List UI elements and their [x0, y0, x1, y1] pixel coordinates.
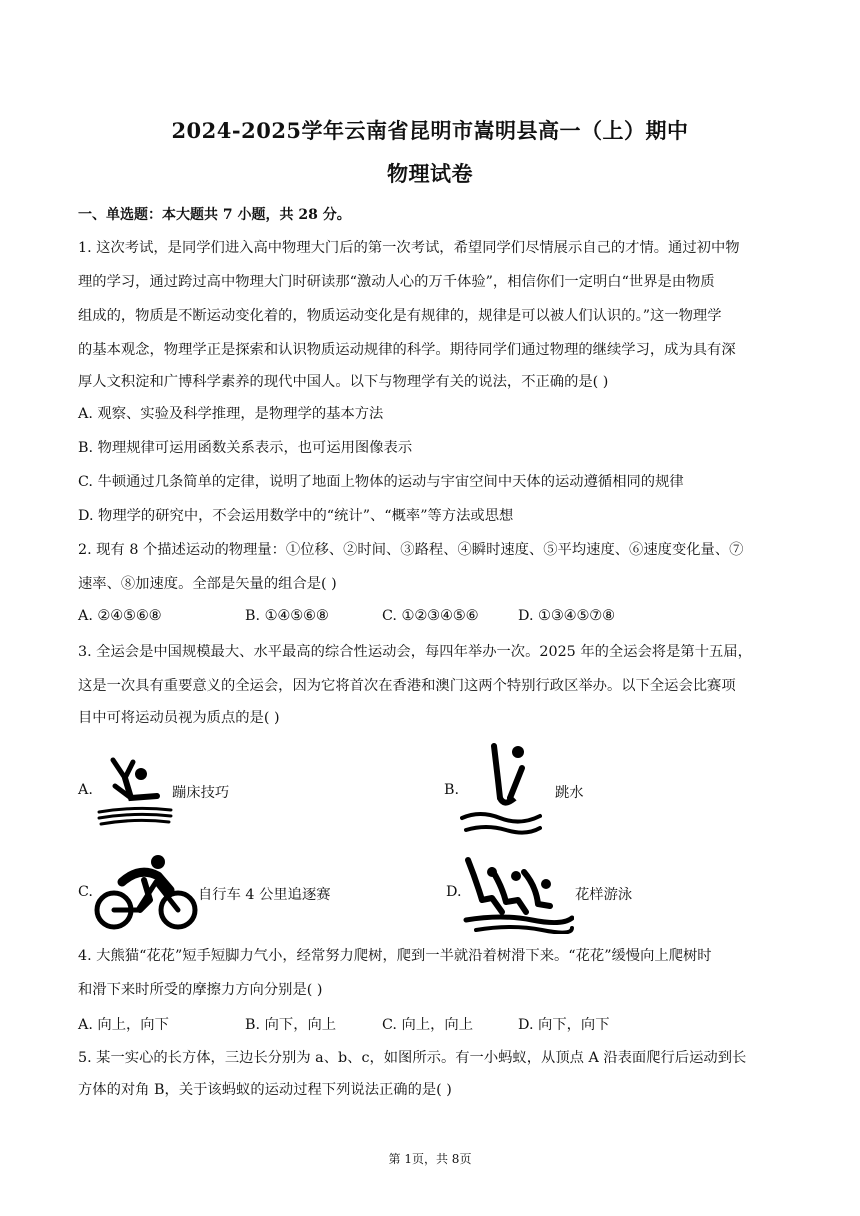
option-d-letter: D. [446, 884, 462, 900]
option-c-label: 自行车 4 公里追逐赛 [198, 887, 331, 903]
question-text-line: 厚人文积淀和广博科学素养的现代中国人。以下与物理学有关的说法，不正确的是( ) [78, 374, 609, 390]
option-b: B. ①④⑤⑥⑧ [245, 608, 329, 624]
question-text-line: 组成的，物质是不断运动变化着的，物质运动变化是有规律的，规律是可以被人们认识的。”这一物理学 [78, 308, 722, 324]
question-text-line: 1. 这次考试，是同学们进入高中物理大门后的第一次考试，希望同学们尽情展示自己的才情。通过初中物 [78, 240, 740, 256]
question-text-line: 4. 大熊猫“花花”短手短脚力气小，经常努力爬树，爬到一半就沿着树滑下来。“花花”缓慢向上爬树时 [78, 948, 712, 964]
cycling-icon [94, 852, 198, 932]
question-text-line: 和滑下来时所受的摩擦力方向分别是( ) [78, 982, 323, 998]
option-d: D. 向下，向下 [518, 1017, 610, 1033]
question-text-line: 这是一次具有重要意义的全运会，因为它将首次在香港和澳门这两个特别行政区举办。以下全运会比赛项 [78, 678, 736, 694]
option-b-label: 跳水 [555, 785, 584, 801]
question-text-line: 的基本观念，物理学正是探索和认识物质运动规律的科学。期待同学们通过物理的继续学习，成为具有深 [78, 342, 736, 358]
question-text-line: 5. 某一实心的长方体，三边长分别为 a、b、c，如图所示。有一小蚂蚁，从顶点 A 沿表面爬行后运动到长 [78, 1050, 747, 1066]
option-d: D. ①③④⑤⑦⑧ [518, 608, 615, 624]
diving-icon [460, 740, 542, 836]
option-c-letter: C. [78, 884, 93, 900]
option-c: C. 牛顿通过几条简单的定律，说明了地面上物体的运动与宇宙空间中天体的运动遵循相同的规律 [78, 474, 684, 490]
question-text-line: 2. 现有 8 个描述运动的物理量：①位移、②时间、③路程、④瞬时速度、⑤平均速度、⑥速度变化量、⑦ [78, 542, 744, 558]
option-a-letter: A. [78, 782, 93, 798]
option-a: A. ②④⑤⑥⑧ [78, 608, 162, 624]
option-b: B. 物理规律可运用函数关系表示，也可运用图像表示 [78, 440, 413, 456]
trampoline-icon [95, 752, 175, 828]
question-text-line: 速率、⑧加速度。全部是矢量的组合是( ) [78, 576, 337, 592]
question-text-line: 目中可将运动员视为质点的是( ) [78, 710, 280, 726]
question-text-line: 3. 全运会是中国规模最大、水平最高的综合性运动会，每四年举办一次。2025 年的全运会将是第十五届， [78, 644, 752, 660]
section-heading: 一、单选题：本大题共 7 小题，共 28 分。 [78, 207, 351, 223]
option-c: C. 向上，向上 [382, 1017, 474, 1033]
exam-title: 2024-2025学年云南省昆明市嵩明县高一（上）期中 [171, 118, 689, 143]
option-a: A. 观察、实验及科学推理，是物理学的基本方法 [78, 406, 384, 422]
question-text-line: 方体的对角 B，关于该蚂蚁的运动过程下列说法正确的是( ) [78, 1082, 452, 1098]
option-b: B. 向下，向上 [245, 1017, 337, 1033]
option-d-label: 花样游泳 [575, 887, 633, 903]
option-a: A. 向上，向下 [78, 1017, 169, 1033]
exam-subtitle: 物理试卷 [387, 161, 473, 186]
option-b-letter: B. [444, 782, 460, 798]
synchronized-swimming-icon [462, 850, 574, 934]
option-a-label: 蹦床技巧 [172, 785, 230, 801]
page-footer: 第 1页，共 8页 [388, 1152, 472, 1166]
question-text-line: 理的学习，通过跨过高中物理大门时研读那“激动人心的万千体验”，相信你们一定明白“世界是由物质 [78, 274, 715, 290]
option-d: D. 物理学的研究中，不会运用数学中的“统计”、“概率”等方法或思想 [78, 508, 514, 524]
option-c: C. ①②③④⑤⑥ [382, 608, 479, 624]
